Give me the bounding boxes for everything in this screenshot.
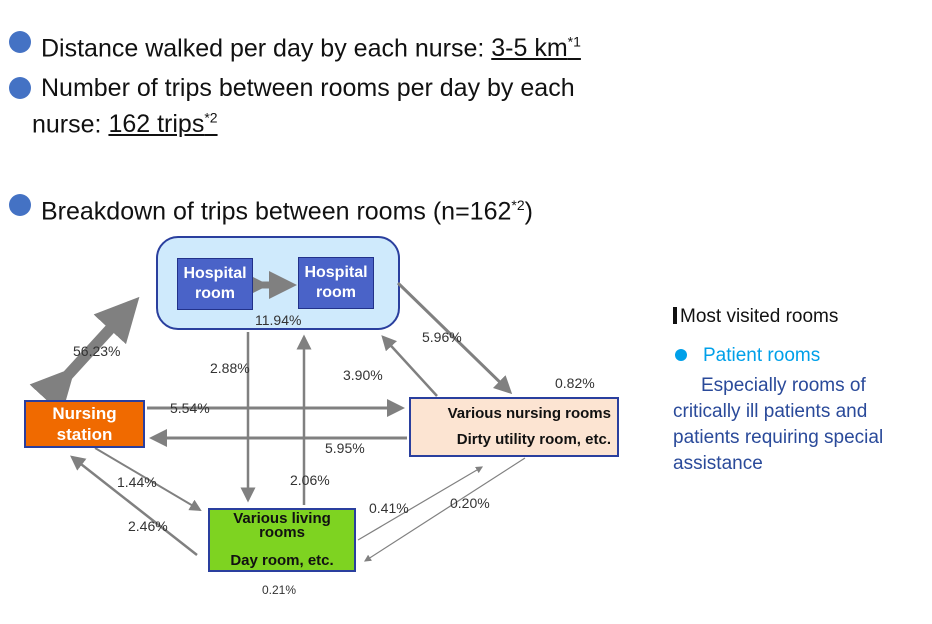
flow-label: 5.95%	[325, 440, 365, 456]
nursing-rooms	[409, 397, 619, 457]
flow-label: 11.94%	[255, 312, 302, 328]
flow-label: 0.82%	[555, 375, 595, 391]
bullet-text: Number of trips between rooms per day by each nurse:	[32, 74, 575, 139]
flow-label: 56.23%	[73, 343, 121, 359]
side-heading: Most visited rooms	[673, 304, 838, 330]
hospital-room-a: Hospital room	[177, 258, 253, 310]
bullet-text: Distance walked per day by each nurse:	[41, 34, 492, 63]
node-label: Various living rooms	[233, 510, 331, 541]
arrow-station-hospital	[68, 305, 132, 375]
node-label: Dirty utility room, etc.	[456, 431, 611, 448]
trips-value: 162 trips$^{*2}$	[108, 110, 218, 139]
bar-icon	[673, 307, 677, 324]
flow-label: 1.44%	[117, 474, 157, 490]
flow-label: 2.46%	[128, 518, 168, 534]
flow-label: 2.06%	[290, 472, 330, 488]
flow-label: 0.20%	[450, 495, 490, 511]
node-label: Day room, etc.	[230, 552, 334, 569]
flow-label: 3.90%	[343, 367, 383, 383]
flow-label: 2.88%	[210, 360, 250, 376]
node-label: Various nursing rooms	[447, 405, 611, 422]
side-item: Patient rooms	[673, 343, 820, 369]
hospital-room-b: Hospital room	[298, 257, 374, 309]
flow-label: 5.96%	[422, 329, 462, 345]
bullet-icon	[675, 349, 687, 361]
living-rooms	[208, 508, 356, 572]
bullet-breakdown: Breakdown of trips between rooms $(n=162^{*2})$	[41, 197, 533, 226]
flow-label: 5.54%	[170, 400, 210, 416]
flow-label: 0.41%	[369, 500, 409, 516]
side-description: Especially rooms of critically ill patients and patients requiring special assistance	[673, 375, 884, 474]
flow-label: 0.21%	[262, 583, 297, 597]
nursing-station: Nursing station	[24, 400, 145, 448]
distance-value: 3-5 $km^{*1}$	[491, 34, 581, 63]
arrow-nursing-to-hospital	[383, 337, 437, 396]
